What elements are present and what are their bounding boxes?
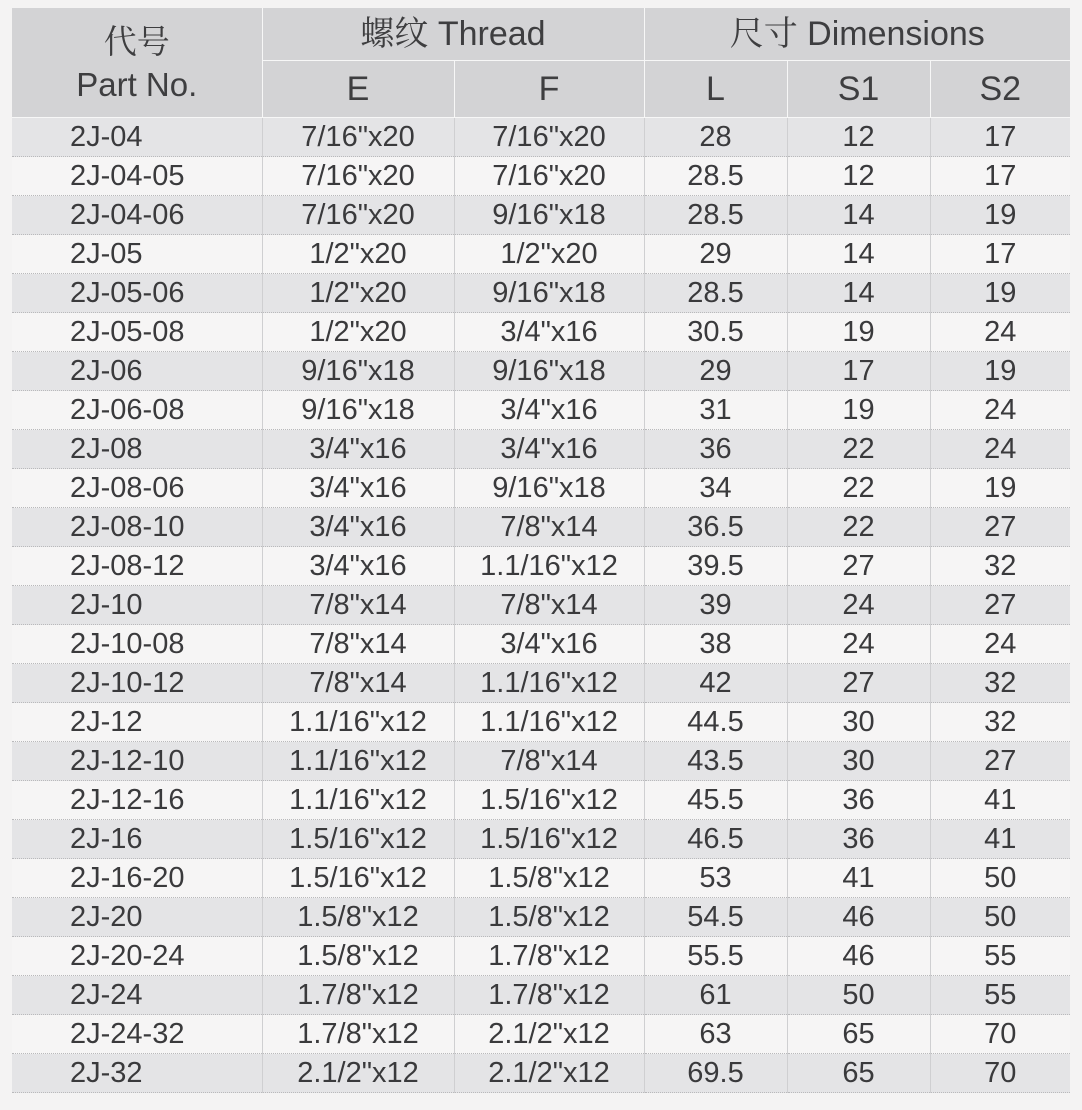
header-thread: 螺纹 Thread [262, 8, 644, 61]
cell-s1: 12 [787, 118, 930, 157]
cell-l: 36.5 [644, 508, 787, 547]
cell-s1: 24 [787, 625, 930, 664]
cell-s1: 22 [787, 508, 930, 547]
cell-e: 1.5/16"x12 [262, 820, 454, 859]
table-row [12, 703, 1070, 742]
cell-f: 7/8"x14 [454, 742, 644, 781]
cell-part: 2J-24 [12, 976, 262, 1015]
table-row [12, 274, 1070, 313]
cell-l: 55.5 [644, 937, 787, 976]
cell-part: 2J-16 [12, 820, 262, 859]
header-s2: S2 [930, 61, 1070, 118]
cell-f: 1.1/16"x12 [454, 547, 644, 586]
table-row [12, 742, 1070, 781]
cell-f: 3/4"x16 [454, 391, 644, 430]
cell-l: 45.5 [644, 781, 787, 820]
cell-f: 7/16"x20 [454, 118, 644, 157]
cell-f: 3/4"x16 [454, 313, 644, 352]
cell-l: 69.5 [644, 1054, 787, 1093]
cell-part: 2J-20 [12, 898, 262, 937]
cell-f: 3/4"x16 [454, 625, 644, 664]
table-row [12, 898, 1070, 937]
cell-s2: 41 [930, 781, 1070, 820]
cell-s2: 24 [930, 313, 1070, 352]
cell-l: 42 [644, 664, 787, 703]
cell-s2: 19 [930, 196, 1070, 235]
cell-e: 1.7/8"x12 [262, 976, 454, 1015]
cell-l: 28.5 [644, 274, 787, 313]
cell-s1: 30 [787, 742, 930, 781]
table-row [12, 430, 1070, 469]
cell-l: 28.5 [644, 157, 787, 196]
header-s1: S1 [787, 61, 930, 118]
cell-f: 1.1/16"x12 [454, 664, 644, 703]
cell-s2: 17 [930, 157, 1070, 196]
spec-table [12, 8, 1070, 1093]
cell-s2: 32 [930, 547, 1070, 586]
cell-s2: 55 [930, 937, 1070, 976]
cell-s1: 46 [787, 898, 930, 937]
cell-f: 1.5/8"x12 [454, 859, 644, 898]
cell-part: 2J-05 [12, 235, 262, 274]
cell-s2: 17 [930, 235, 1070, 274]
cell-l: 61 [644, 976, 787, 1015]
cell-f: 1.5/8"x12 [454, 898, 644, 937]
table-row [12, 118, 1070, 157]
cell-part: 2J-05-08 [12, 313, 262, 352]
cell-e: 7/8"x14 [262, 625, 454, 664]
table-row [12, 586, 1070, 625]
table-row [12, 820, 1070, 859]
cell-e: 7/16"x20 [262, 118, 454, 157]
cell-s2: 24 [930, 625, 1070, 664]
cell-e: 7/8"x14 [262, 586, 454, 625]
cell-s1: 12 [787, 157, 930, 196]
table-header [12, 8, 1070, 118]
cell-s1: 14 [787, 235, 930, 274]
cell-part: 2J-08-10 [12, 508, 262, 547]
cell-f: 1.5/16"x12 [454, 781, 644, 820]
cell-e: 7/8"x14 [262, 664, 454, 703]
cell-e: 1.1/16"x12 [262, 781, 454, 820]
cell-l: 53 [644, 859, 787, 898]
cell-l: 39.5 [644, 547, 787, 586]
cell-e: 1.5/8"x12 [262, 937, 454, 976]
table-row [12, 781, 1070, 820]
cell-s2: 27 [930, 508, 1070, 547]
cell-e: 1.1/16"x12 [262, 703, 454, 742]
cell-e: 1/2"x20 [262, 274, 454, 313]
cell-part: 2J-08-12 [12, 547, 262, 586]
cell-f: 2.1/2"x12 [454, 1054, 644, 1093]
cell-s2: 19 [930, 274, 1070, 313]
cell-f: 7/8"x14 [454, 508, 644, 547]
header-f: F [454, 61, 644, 118]
cell-s1: 19 [787, 313, 930, 352]
table-row [12, 859, 1070, 898]
cell-part: 2J-12 [12, 703, 262, 742]
cell-s2: 50 [930, 898, 1070, 937]
cell-f: 1.7/8"x12 [454, 976, 644, 1015]
table-row [12, 625, 1070, 664]
cell-l: 39 [644, 586, 787, 625]
cell-l: 31 [644, 391, 787, 430]
cell-s1: 14 [787, 274, 930, 313]
cell-part: 2J-06 [12, 352, 262, 391]
cell-s1: 24 [787, 586, 930, 625]
cell-l: 28.5 [644, 196, 787, 235]
cell-part: 2J-24-32 [12, 1015, 262, 1054]
cell-f: 7/16"x20 [454, 157, 644, 196]
cell-s2: 70 [930, 1015, 1070, 1054]
cell-s2: 27 [930, 742, 1070, 781]
cell-l: 54.5 [644, 898, 787, 937]
cell-f: 9/16"x18 [454, 352, 644, 391]
cell-s2: 32 [930, 664, 1070, 703]
cell-l: 29 [644, 235, 787, 274]
cell-s2: 41 [930, 820, 1070, 859]
cell-s1: 19 [787, 391, 930, 430]
cell-e: 9/16"x18 [262, 391, 454, 430]
cell-f: 7/8"x14 [454, 586, 644, 625]
cell-s2: 27 [930, 586, 1070, 625]
cell-s2: 19 [930, 469, 1070, 508]
cell-f: 9/16"x18 [454, 469, 644, 508]
cell-part: 2J-10-08 [12, 625, 262, 664]
cell-l: 44.5 [644, 703, 787, 742]
header-l: L [644, 61, 787, 118]
cell-e: 3/4"x16 [262, 547, 454, 586]
table-row [12, 235, 1070, 274]
cell-part: 2J-04-05 [12, 157, 262, 196]
cell-s1: 22 [787, 469, 930, 508]
cell-part: 2J-16-20 [12, 859, 262, 898]
cell-s1: 22 [787, 430, 930, 469]
cell-s2: 19 [930, 352, 1070, 391]
cell-e: 1/2"x20 [262, 313, 454, 352]
cell-s2: 32 [930, 703, 1070, 742]
cell-e: 1.5/8"x12 [262, 898, 454, 937]
cell-part: 2J-32 [12, 1054, 262, 1093]
cell-e: 7/16"x20 [262, 157, 454, 196]
spec-table-container [12, 8, 1070, 1093]
cell-f: 9/16"x18 [454, 196, 644, 235]
cell-part: 2J-04-06 [12, 196, 262, 235]
table-row [12, 1015, 1070, 1054]
table-row [12, 664, 1070, 703]
cell-part: 2J-06-08 [12, 391, 262, 430]
cell-s1: 36 [787, 820, 930, 859]
cell-s1: 30 [787, 703, 930, 742]
cell-s1: 46 [787, 937, 930, 976]
cell-l: 29 [644, 352, 787, 391]
cell-s1: 36 [787, 781, 930, 820]
cell-part: 2J-12-10 [12, 742, 262, 781]
cell-l: 63 [644, 1015, 787, 1054]
table-row [12, 1054, 1070, 1093]
cell-e: 3/4"x16 [262, 430, 454, 469]
cell-part: 2J-12-16 [12, 781, 262, 820]
cell-l: 36 [644, 430, 787, 469]
table-row [12, 937, 1070, 976]
cell-s1: 65 [787, 1015, 930, 1054]
cell-f: 1.1/16"x12 [454, 703, 644, 742]
cell-s2: 55 [930, 976, 1070, 1015]
table-row [12, 547, 1070, 586]
cell-s1: 17 [787, 352, 930, 391]
cell-part: 2J-10-12 [12, 664, 262, 703]
cell-l: 28 [644, 118, 787, 157]
cell-s2: 24 [930, 430, 1070, 469]
cell-e: 3/4"x16 [262, 508, 454, 547]
table-row [12, 508, 1070, 547]
header-part-no [12, 8, 262, 118]
cell-s1: 50 [787, 976, 930, 1015]
cell-s2: 17 [930, 118, 1070, 157]
table-row [12, 469, 1070, 508]
cell-s1: 41 [787, 859, 930, 898]
table-row [12, 196, 1070, 235]
cell-f: 3/4"x16 [454, 430, 644, 469]
cell-f: 2.1/2"x12 [454, 1015, 644, 1054]
cell-l: 38 [644, 625, 787, 664]
cell-s1: 27 [787, 547, 930, 586]
cell-l: 34 [644, 469, 787, 508]
cell-f: 1/2"x20 [454, 235, 644, 274]
table-row [12, 313, 1070, 352]
table-row [12, 391, 1070, 430]
cell-s1: 65 [787, 1054, 930, 1093]
cell-e: 1/2"x20 [262, 235, 454, 274]
table-row [12, 976, 1070, 1015]
cell-e: 1.1/16"x12 [262, 742, 454, 781]
cell-s2: 70 [930, 1054, 1070, 1093]
header-e: E [262, 61, 454, 118]
cell-e: 3/4"x16 [262, 469, 454, 508]
cell-s2: 50 [930, 859, 1070, 898]
cell-f: 1.7/8"x12 [454, 937, 644, 976]
table-body [12, 118, 1070, 1093]
cell-e: 9/16"x18 [262, 352, 454, 391]
cell-f: 9/16"x18 [454, 274, 644, 313]
cell-part: 2J-05-06 [12, 274, 262, 313]
cell-part: 2J-04 [12, 118, 262, 157]
cell-l: 46.5 [644, 820, 787, 859]
cell-s1: 14 [787, 196, 930, 235]
cell-part: 2J-20-24 [12, 937, 262, 976]
cell-l: 43.5 [644, 742, 787, 781]
cell-e: 1.5/16"x12 [262, 859, 454, 898]
cell-e: 1.7/8"x12 [262, 1015, 454, 1054]
header-part-en: Part No. [76, 65, 198, 103]
cell-e: 7/16"x20 [262, 196, 454, 235]
cell-part: 2J-10 [12, 586, 262, 625]
cell-s2: 24 [930, 391, 1070, 430]
cell-e: 2.1/2"x12 [262, 1054, 454, 1093]
cell-f: 1.5/16"x12 [454, 820, 644, 859]
cell-s1: 27 [787, 664, 930, 703]
cell-l: 30.5 [644, 313, 787, 352]
header-part-cn: 代号 [103, 22, 170, 60]
cell-part: 2J-08 [12, 430, 262, 469]
header-dimensions: 尺寸 Dimensions [644, 8, 1070, 61]
cell-part: 2J-08-06 [12, 469, 262, 508]
table-row [12, 157, 1070, 196]
table-row [12, 352, 1070, 391]
